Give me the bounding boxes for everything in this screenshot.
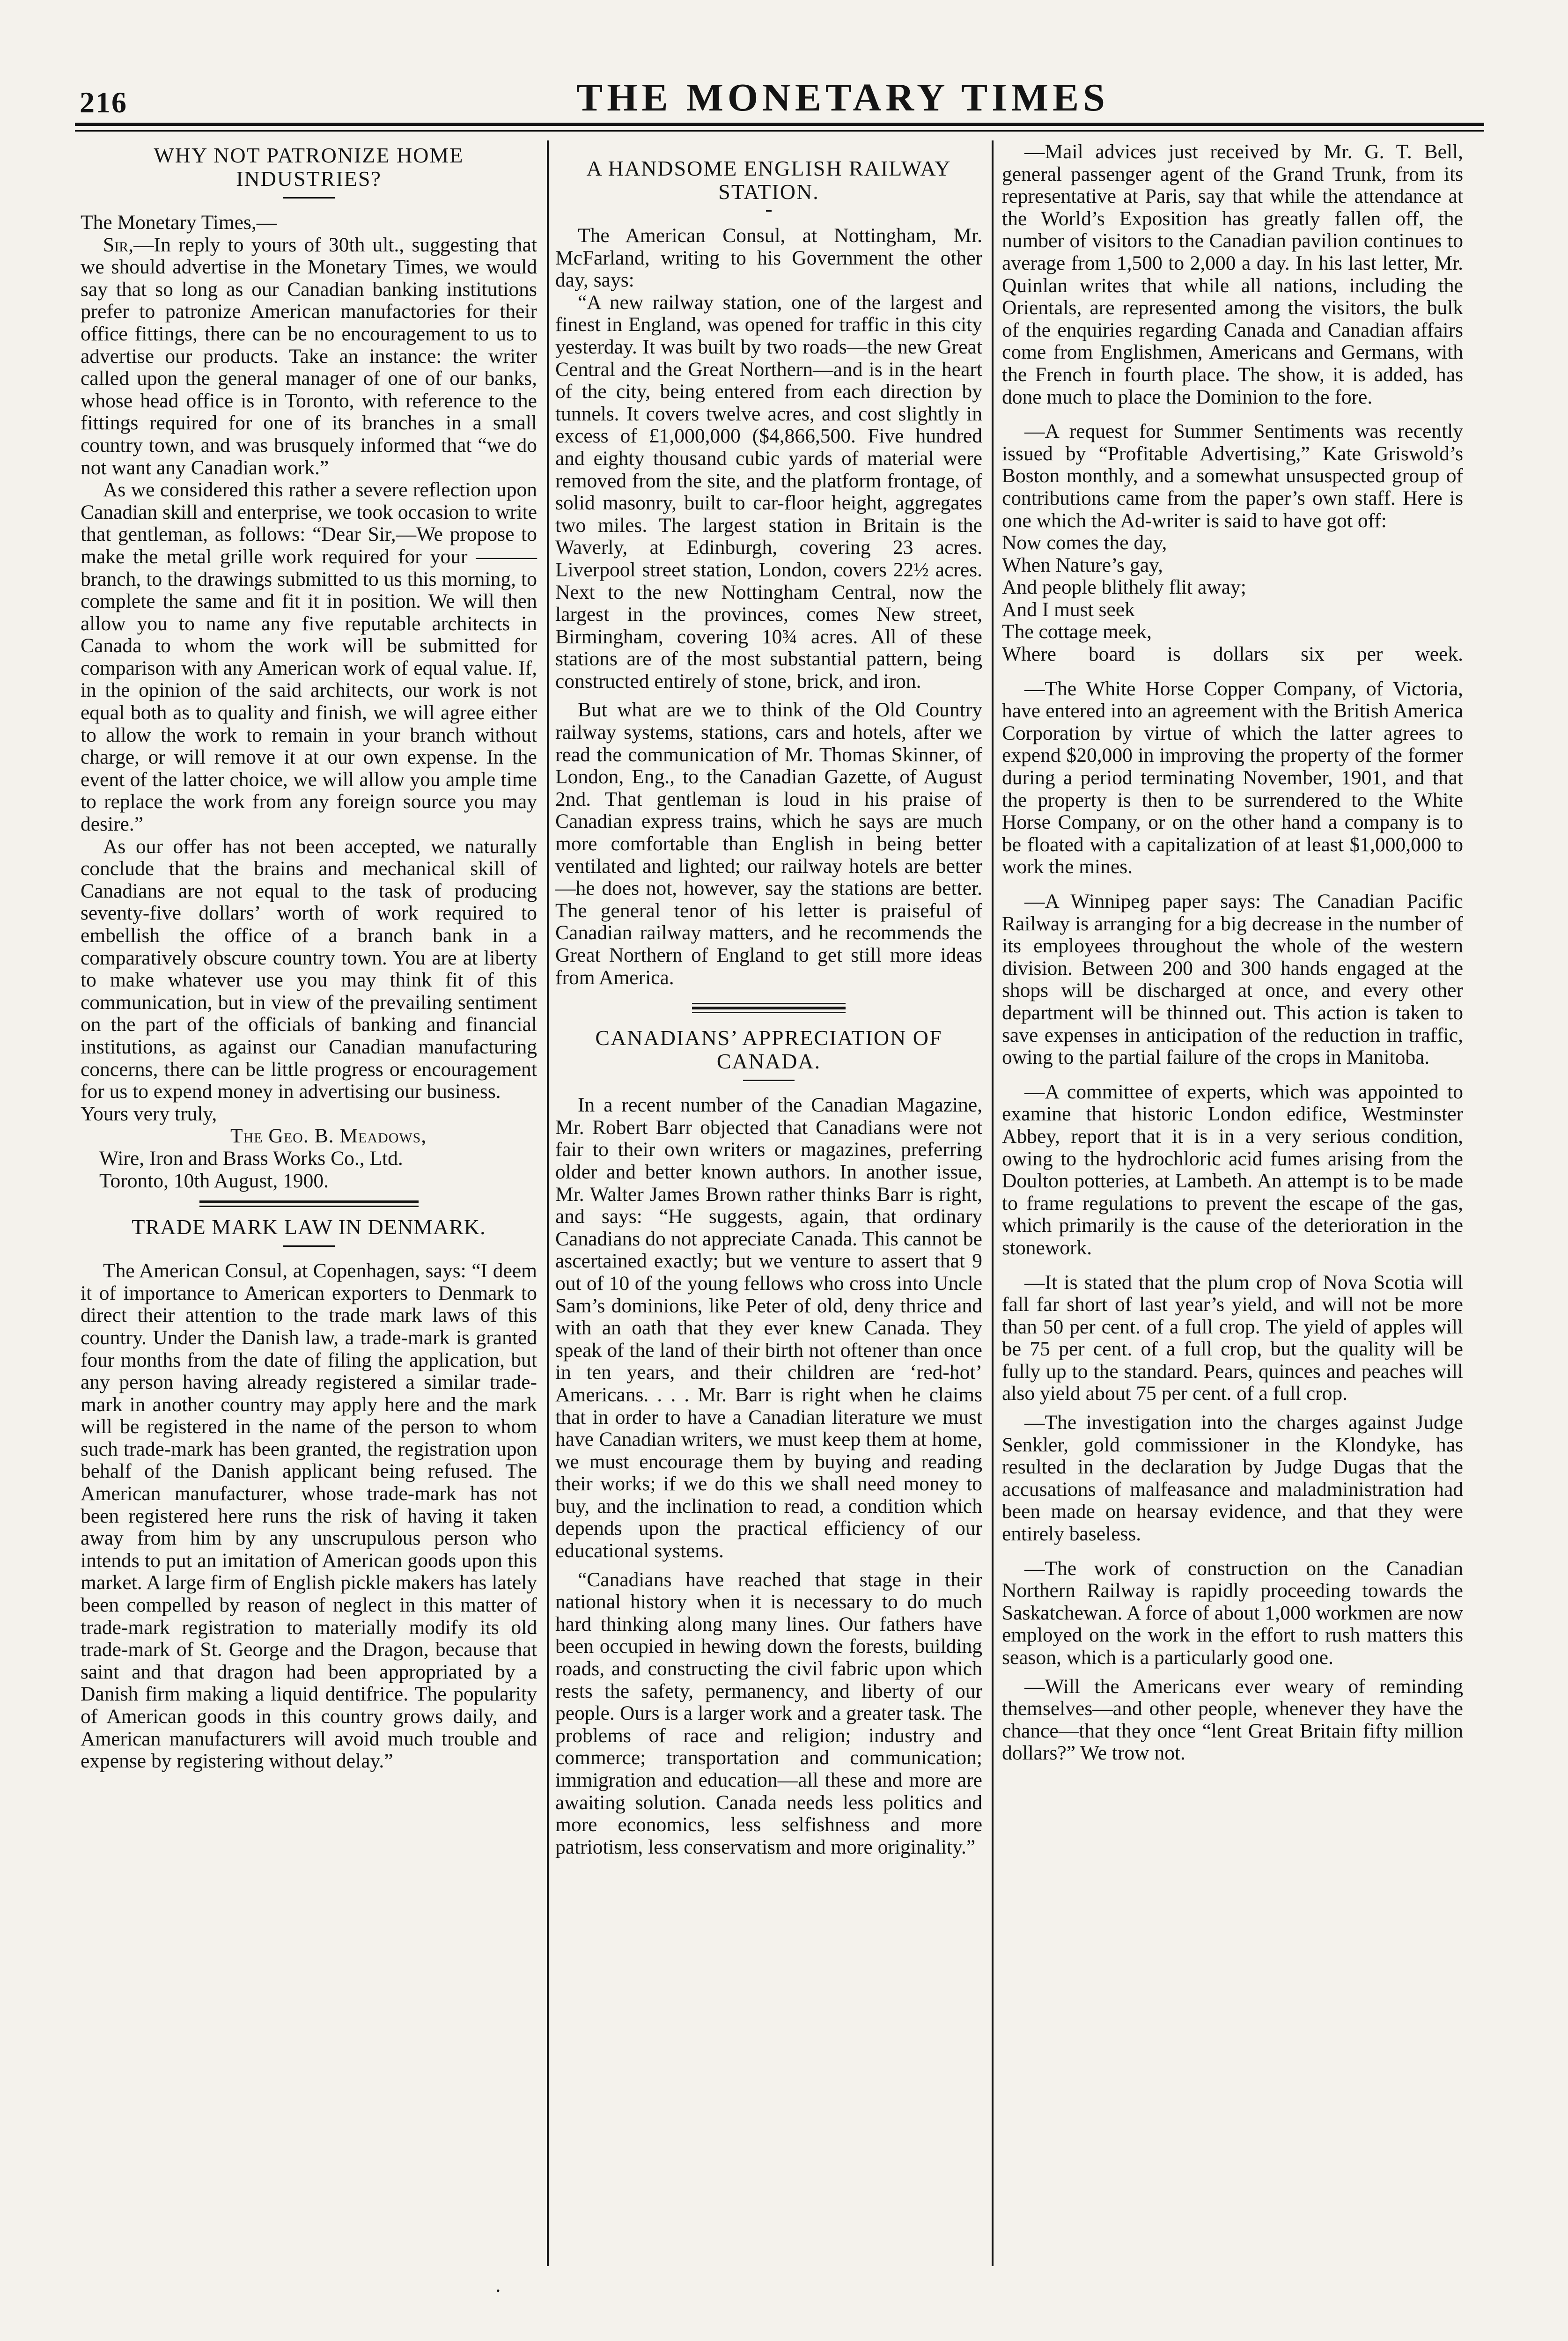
letter-paragraph: As our offer has not been accepted, we naturally conclude that the brains and mechanical skill of Canadians are not equal to the task of producing seventy-five dollars’ worth of work required to embellish the office of a branch bank in a comparatively obscure country town. You are at liberty to make whatever use you may think fit of this communication, but in view of the prevailing sentiment on the part of the officials of banking and financial institutions, as against our Canadian manufacturing concerns, there can be little progress or encouragement for us to expend money in advertising our business. <box>81 835 537 1103</box>
column-3 <box>1002 138 1463 1765</box>
column-divider-1 <box>547 140 549 2266</box>
verse-line: And people blithely flit away; <box>1002 576 1246 599</box>
title-dash <box>283 1245 335 1247</box>
letter-lead: Sir, <box>103 233 134 256</box>
verse-line: The cottage meek, <box>1002 620 1152 643</box>
letter-text: —In reply to yours of 30th ult., suggesting that we should advertise in the Monetary Times, we would say that so long as our Canadian banking institutions prefer to patronize American manufactories for their office fittings, there can be no encouragement to us to advertise our products. Take an instance: the writer called upon the general manager of one of our banks, whose head office is in Toronto, with reference to the fittings required for one of its branches in a small country town, and was brusquely informed that “we do not want any Canadian work.” <box>81 233 537 479</box>
news-item: —A request for Summer Sentiments was recently issued by “Profitable Advertising,” Kate Griswold’s Boston monthly, and a somewhat unsuspected group of contributions came from the paper’s own staff. Here is one which the Ad-writer is said to have got off: <box>1002 420 1463 532</box>
verse-line: And I must seek <box>1002 598 1135 621</box>
letter-paragraph: As we considered this rather a severe reflection upon Canadian skill and enterprise, we took occasion to write that gentleman, as follows: “Dear Sir,—We propose to make the metal grille work required for your ——— branch, to the drawings submitted to us this morning, to complete the same and fit it in position. We will then allow you to name any five reputable architects in Canada to whom the work will be submitted for comparison with any American work of equal value. If, in the opinion of the said architects, our work is not equal both as to quality and finish, we will agree either to allow the work to remain in your branch without charge, or will remove it at our own expense. In the event of the latter choice, we will allow you ample time to replace the work from any foreign source you may desire.” <box>81 479 537 836</box>
header-rule <box>75 123 1484 126</box>
salutation: The Monetary Times,— <box>81 211 277 234</box>
article-paragraph: The American Consul, at Copenhagen, says: “I deem it of importance to American exporters to Denmark to direct their attention to the trade mark laws of this country. Under the Danish law, a trade-mark is granted four months from the date of filing the application, but any person having already registered a similar trade-mark in another country may apply here and the mark will be registered in the name of the person to whom such trade-mark has been granted, the registration upon behalf of the Danish applicant being refused. The American manufacturer, whose trade-mark has not been registered here runs the risk of having it taken away from him by any unscrupulous person who intends to put an imitation of American goods upon this market. A large firm of English pickle makers has lately been compelled by reason of neglect in this matter of trade-mark registration to materially modify its old trade-mark of St. George and the Dragon, because that saint and that dragon had been appropriated by a Danish firm making a liquid dentifrice. The popularity of American goods in this country grows daily, and American manufacturers will avoid much trouble and expense by registering without delay.” <box>81 1259 537 1773</box>
news-item: —Mail advices just received by Mr. G. T. Bell, general passenger agent of the Grand Trunk, from its representative at Paris, say that while the attendance at the World’s Exposition has greatly fallen off, the number of visitors to the Canadian pavilion continues to average from 1,500 to 2,000 a day. In his last letter, Mr. Quinlan writes that while all nations, including the Orientals, are represented among the visitors, the bulk of the enquiries regarding Canada and Canadian affairs come from Englishmen, Americans and Germans, with the French in fourth place. The show, it is added, has done much to place the Dominion to the fore. <box>1002 140 1463 408</box>
signature-company: Wire, Iron and Brass Works Co., Ltd. <box>99 1147 403 1170</box>
article-title-home-industries: WHY NOT PATRONIZE HOME INDUSTRIES? <box>154 143 464 191</box>
article-paragraph: “Canadians have reached that stage in their national history when it is necessary to do much hard thinking along many lines. Our fathers have been occupied in hewing down the forests, building roads, and constructing the civil fabric upon which rests the safety, permanency, and liberty of our people. Ours is a larger work and a greater task. The problems of race and religion; industry and commerce; transportation and communication; immigration and education—all these and more are awaiting solution. Canada needs less politics and more economics, less selfishness and more patriotism, less conservatism and more originality.” <box>555 1568 982 1858</box>
verse-line: Now comes the day, <box>1002 531 1167 554</box>
signature-date: Toronto, 10th August, 1900. <box>99 1169 329 1192</box>
masthead: THE MONETARY TIMES <box>576 76 1109 119</box>
title-dash <box>766 210 772 212</box>
article-title-trade-mark: TRADE MARK LAW IN DENMARK. <box>132 1215 486 1239</box>
letter-paragraph <box>81 234 537 479</box>
bottom-dot-ornament: • <box>496 2285 500 2297</box>
verse-line: Where board is dollars six per week. <box>1002 643 1463 666</box>
column-2 <box>555 138 982 1858</box>
article-separator <box>692 1003 846 1013</box>
signature-name: The Geo. B. Meadows, <box>230 1125 427 1148</box>
news-item: —A Winnipeg paper says: The Canadian Pacific Railway is arranging for a big decrease in the number of its employees throughout the whole of the western division. Between 200 and 300 hands engaged at the shops will be discharged at once, and every other department will be thinned out. This action is taken to save expenses in anticipation of the reduction in traffic, owing to the partial failure of the crops in Manitoba. <box>1002 890 1463 1069</box>
news-item: —Will the Americans ever weary of reminding themselves—and other people, whenever they have the chance—that they once “lent Great Britain fifty million dollars?” We trow not. <box>1002 1675 1463 1765</box>
letter-signature <box>81 1103 537 1192</box>
article-paragraph: But what are we to think of the Old Country railway systems, stations, cars and hotels, after we read the communication of Mr. Thomas Skinner, of London, Eng., to the Canadian Gazette, of August 2nd. That gentleman is loud in his praise of Canadian express trains, which he says are much more comfortable than English in being better ventilated and lighted; our railway hotels are better—he does not, however, say the stations are better. The general tenor of his letter is praiseful of Canadian railway matters, and he recommends the Great Northern of England to get still more ideas from America. <box>555 699 982 989</box>
title-dash <box>283 197 335 199</box>
column-divider-2 <box>992 140 994 2266</box>
title-dash <box>743 1080 795 1081</box>
article-title-canadians-appreciation: CANADIANS’ APPRECIATION OF CANADA. <box>595 1026 942 1074</box>
news-item: —A committee of experts, which was appointed to examine that historic London edifice, Westminster Abbey, report that it is in a very serious condition, owing to the hydrochloric acid fumes arising from the Doulton potteries, at Lambeth. An attempt is to be made to frame regulations to prevent the escape of the gas, which primarily is the cause of the deterioration in the stonework. <box>1002 1080 1463 1259</box>
article-separator <box>199 1200 419 1207</box>
verse <box>1002 532 1463 666</box>
news-item: —It is stated that the plum crop of Nova Scotia will fall far short of last year’s yield, and will not be more than 50 per cent. of a full crop. The yield of apples will be 75 per cent. of a full crop, but the quality will be fully up to the standard. Pears, quinces and peaches will also yield about 75 per cent. of a full crop. <box>1002 1271 1463 1405</box>
verse-line: When Nature’s gay, <box>1002 553 1163 576</box>
page-number: 216 <box>80 86 127 119</box>
article-title-railway-station: A HANDSOME ENGLISH RAILWAY STATION. <box>586 156 951 204</box>
column-1 <box>81 138 537 1773</box>
article-paragraph: In a recent number of the Canadian Magazine, Mr. Robert Barr objected that Canadians were not fair to their own writers or magazines, preferring older and better known authors. In another issue, Mr. Walter James Brown rather thinks Barr is right, and says: “He suggests, again, that ordinary Canadians do not appreciate Canada. This cannot be ascertained exactly; but we venture to assert that 9 out of 10 of the young fellows who cross into Uncle Sam’s dominions, like Peter of old, deny thrice and with an oath that they ever knew Canada. They speak of the land of their birth not oftener than once in ten years, and their children are ‘red-hot’ Americans. . . . Mr. Barr is right when he claims that in order to have a Canadian literature we must have Canadian writers, we must keep them at home, we must encourage them by buying and reading their works; if we do this we shall need money to buy, and the inclination to read, a condition which depends upon the practical efficiency of our educational systems. <box>555 1094 982 1562</box>
header-rule-thin <box>75 130 1484 132</box>
letter-close: Yours very truly, <box>81 1102 217 1125</box>
article-paragraph: The American Consul, at Nottingham, Mr. McFarland, writing to his Government the other day, says: <box>555 224 982 292</box>
news-item: —The work of construction on the Canadian Northern Railway is rapidly proceeding towards the Saskatchewan. A force of about 1,000 workmen are now employed on the work in the effort to rush matters this season, which is a particularly good one. <box>1002 1557 1463 1669</box>
news-item: —The investigation into the charges against Judge Senkler, gold commissioner in the Klondyke, has resulted in the declaration by Judge Dugas that the accusations of malfeasance and maladministration had been made on hearsay evidence, and that they were entirely baseless. <box>1002 1411 1463 1546</box>
article-paragraph: “A new railway station, one of the largest and finest in England, was opened for traffic in this city yesterday. It was built by two roads—the new Great Central and the Great Northern—and is in the heart of the city, being entered from each direction by tunnels. It covers twelve acres, and cost slightly in excess of £1,000,000 ($4,866,500. Five hundred and eighty thousand cubic yards of material were removed from the site, and the platform frontage, of solid masonry, built to car-floor height, aggregates two miles. The largest station in Britain is the Waverly, at Edinburgh, covering 23 acres. Liverpool street station, London, covers 22½ acres. Next to the new Nottingham Central, now the largest in the provinces, comes New street, Birmingham, covering 10¾ acres. All of these stations are of the most substantial pattern, being constructed entirely of stone, brick, and iron. <box>555 291 982 692</box>
news-item: —The White Horse Copper Company, of Victoria, have entered into an agreement with the British America Corporation by virtue of which the latter agrees to expend $20,000 in improving the property of the former during a period terminating November, 1901, and that the property is then to be surrendered to the White Horse Company, or on the other hand a company is to be floated with a capitalization of at least $1,000,000 to work the mines. <box>1002 677 1463 878</box>
